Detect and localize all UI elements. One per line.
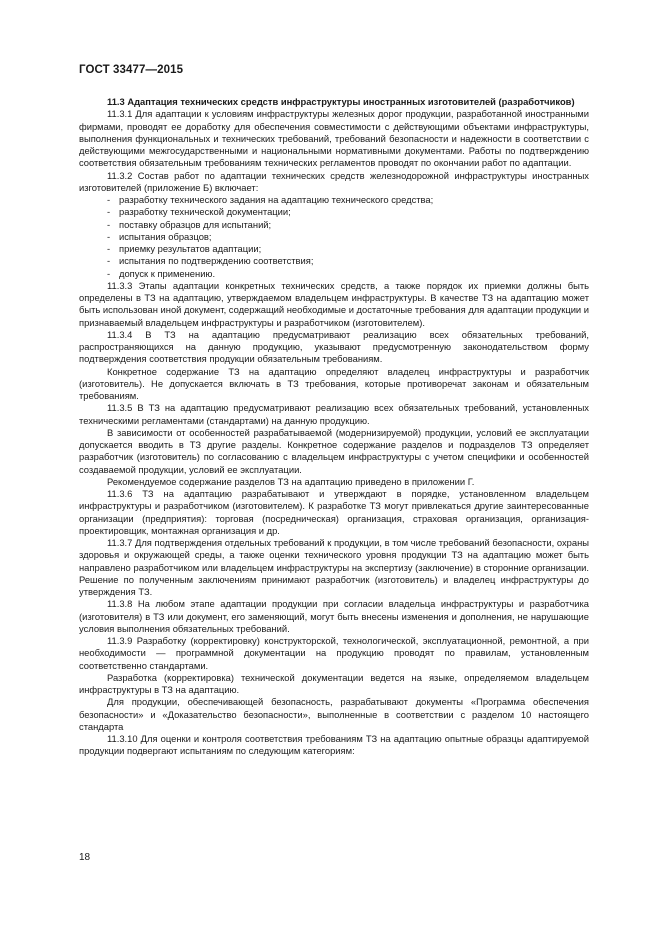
paragraph-tz-content: Конкретное содержание ТЗ на адаптацию определяют владелец инфраструктуры и разработчик (изготовитель). Не допускается включать в ТЗ требования, которые противоречат законам и обязательным требованиям.	[79, 365, 589, 401]
paragraph-11-3-6: 11.3.6 ТЗ на адаптацию разрабатывают и утверждают в порядке, установленном владельцем инфраструктуры и разработчиком (изготовителем). К разработке ТЗ могут привлекаться другие заинтересованные организации (предприятия): торговая (посредническая) организация, страховая организация, организация-проектировщик, монтажная организация и др.	[79, 488, 589, 536]
list-dash: -	[107, 243, 111, 254]
list-dash: -	[107, 230, 111, 242]
paragraph-11-3-8: 11.3.8 На любом этапе адаптации продукции при согласии владельца инфраструктуры и разработчика (изготовителя) в ТЗ или документ, его заменяющий, могут быть внесены изменения и дополнения, не нарушающие условия выполнения обязательных требований.	[79, 598, 589, 634]
list-item: - разработку технической документации;	[107, 206, 291, 218]
paragraph-safety-docs: Для продукции, обеспечивающей безопасность, разрабатывают документы «Программа обеспечения безопасности» и «Доказательство безопасности», выполненные в соответствии с разделом 10 настоящего стандарта	[79, 696, 589, 732]
section-title: 11.3 Адаптация технических средств инфраструктуры иностранных изготовителей (разработчиков)	[107, 96, 575, 107]
list-dash: -	[107, 194, 111, 205]
paragraph-11-3-9: 11.3.9 Разработку (корректировку) конструкторской, технологической, эксплуатационной, ремонтной, а при необходимости — программной документации на продукцию проводят по правилам, установленным соответственно стандартами.	[79, 635, 589, 671]
list-dash: -	[107, 218, 111, 230]
list-item: - разработку технического задания на адаптацию технического средства;	[107, 194, 434, 205]
paragraph-11-3-7: 11.3.7 Для подтверждения отдельных требований к продукции, в том числе требований безопасности, охраны здоровья и окружающей среды, а также оценки технического уровня продукции ТЗ на адаптацию может быть направлено разработчиком или владельцем инфраструктуры на экспертизу (заключение) в сторонние организации. Решение по полученным заключениям принимают разработчик (изготовитель) и владелец инфраструктуры до утверждения ТЗ.	[79, 537, 589, 597]
list-item: - испытания по подтверждению соответствия;	[107, 255, 314, 267]
list-dash: -	[107, 206, 111, 218]
paragraph-11-3-4: 11.3.4 В ТЗ на адаптацию предусматривают реализацию всех обязательных требований, распространяющихся на данную продукцию, указывают предусмотренную законодательством форму подтверждения соответствия продукции обязательным требованиям.	[79, 328, 589, 365]
doc-header-code: ГОСТ 33477—2015	[79, 64, 184, 76]
list-dash: -	[107, 255, 111, 267]
paragraph-11-3-1: 11.3.1 Для адаптации к условиям инфраструктуры железных дорог продукции, разработанной иностранными фирмами, проводят ее доработку для обеспечения совместимости с действующими объектами инфраструктуры, выполнения функциональных и технических требований, требований безопасности и надежности в соответствии с действующими межгосударственными и национальными нормативными документами. Работы по подтверждению соответствия обязательным требованиям технических регламентов проводят по окончании работ по адаптации.	[79, 108, 589, 169]
list-item: - допуск к применению.	[107, 267, 216, 279]
list-item: - приемку результатов адаптации;	[107, 243, 262, 254]
paragraph-11-3-3: 11.3.3 Этапы адаптации конкретных технических средств, а также порядок их приемки должны быть определены в ТЗ на адаптацию, утверждаемом владельцем инфраструктуры. В качестве ТЗ на адаптацию может быть использован иной документ, содержащий необходимые и достаточные требования для адаптации продукции и признаваемый владельцем инфраструктуры и разработчиком (изготовителем).	[79, 279, 590, 328]
list-item: - поставку образцов для испытаний;	[107, 218, 272, 230]
document-body	[79, 96, 589, 758]
paragraph-11-3-10: 11.3.10 Для оценки и контроля соответствия требованиям ТЗ на адаптацию опытные образцы адаптируемой продукции подвергают испытаниям по следующим категориям:	[79, 733, 589, 757]
list-dash: -	[107, 267, 111, 279]
paragraph-tz-sections: В зависимости от особенностей разрабатываемой (модернизируемой) продукции, условий ее эксплуатации допускается вводить в ТЗ другие разделы. Конкретное содержание разделов и подразделов ТЗ определяет разработчик (изготовитель) по согласованию с владельцем инфраструктуры с учетом специфики и особенностей создаваемой продукции, условий ее эксплуатации.	[79, 426, 589, 475]
list-item: - испытания образцов;	[107, 230, 212, 242]
page-number: 18	[79, 852, 91, 863]
work-list	[79, 194, 589, 280]
paragraph-appendix-g: Рекомендуемое содержание разделов ТЗ на адаптацию приведено в приложении Г.	[107, 475, 475, 487]
paragraph-11-3-2: 11.3.2 Состав работ по адаптации технических средств железнодорожной инфраструктуры иностранных изготовителей (приложение Б) включает:	[79, 169, 589, 193]
paragraph-11-3-5: 11.3.5 В ТЗ на адаптацию предусматривают реализацию всех обязательных требований, установленных техническими регламентами (стандартами) на данную продукцию.	[79, 402, 589, 426]
paragraph-doc-language: Разработка (корректировка) технической документации ведется на языке, определяемом владельцем инфраструктуры в ТЗ на адаптацию.	[79, 671, 589, 695]
